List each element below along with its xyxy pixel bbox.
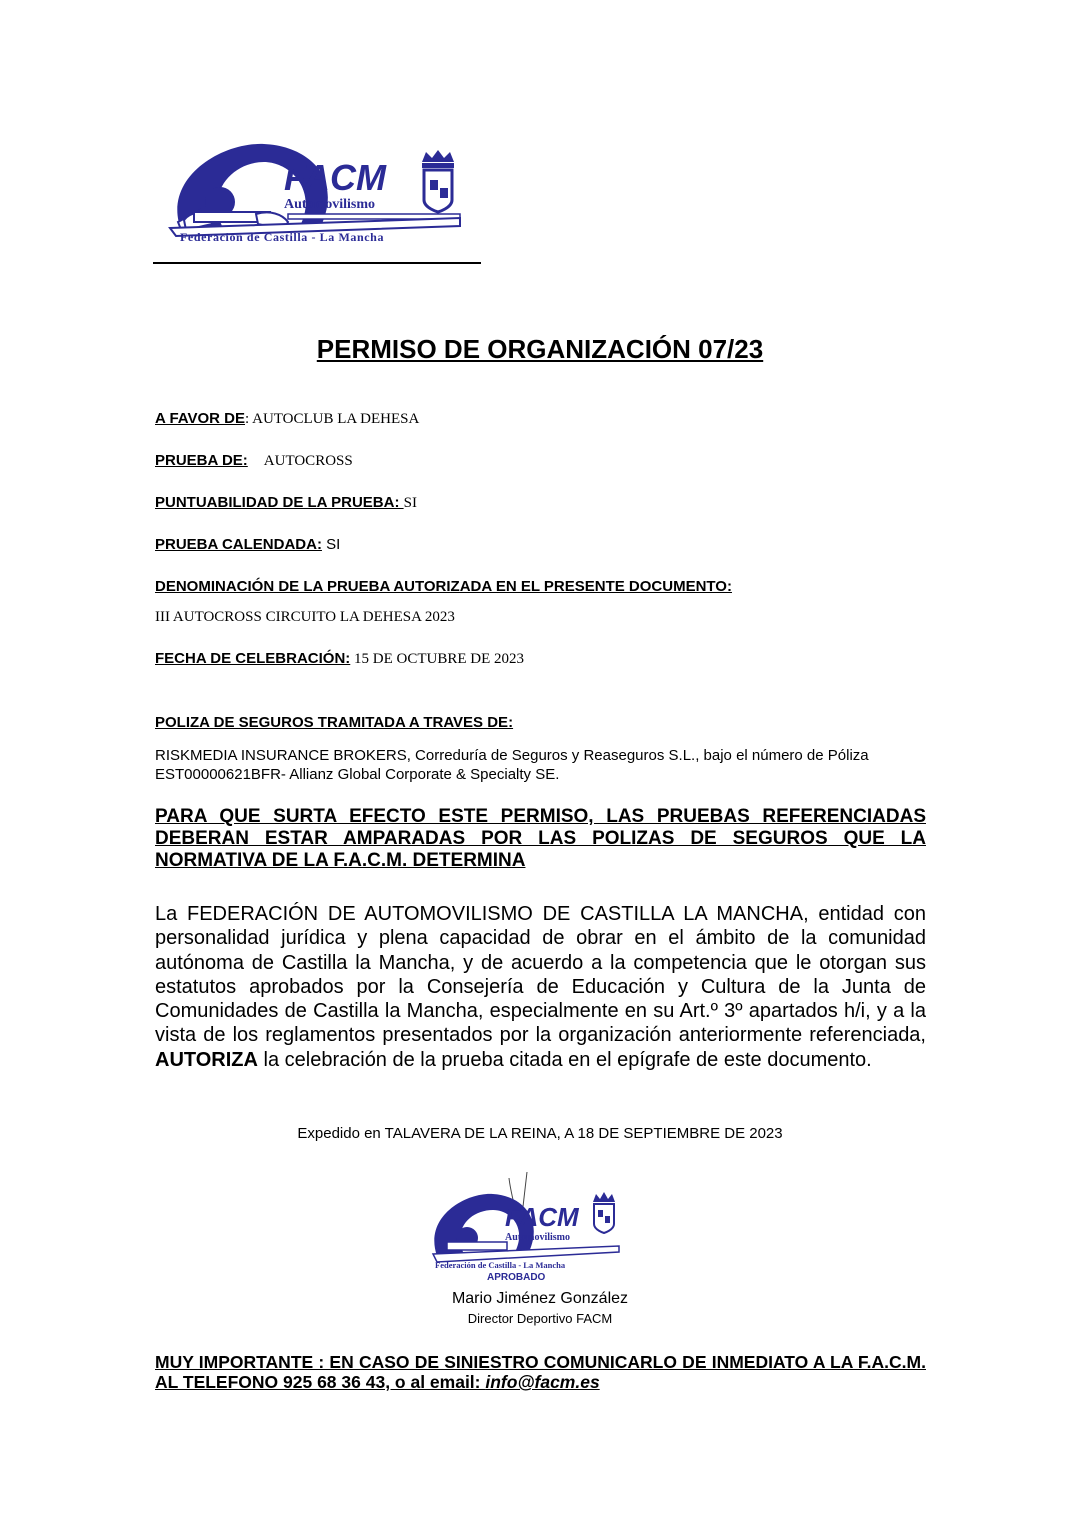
field-fecha [155, 650, 524, 668]
field-label: PRUEBA DE: [155, 452, 248, 469]
important-notice [155, 1352, 926, 1392]
field-value: 15 DE OCTUBRE DE 2023 [350, 651, 525, 667]
authorization-paragraph [155, 902, 926, 1072]
important-text: MUY IMPORTANTE : EN CASO DE SINIESTRO COMUNICARLO DE INMEDIATO A LA F.A.C.M. AL TELEFONO 925 68 36 43, o al email: [155, 1352, 926, 1392]
stamp-aprobado: APROBADO [487, 1272, 546, 1283]
contact-email: info@facm.es [485, 1372, 600, 1392]
field-label: PRUEBA CALENDADA: [155, 536, 322, 553]
insurance-notice: PARA QUE SURTA EFECTO ESTE PERMISO, LAS PRUEBAS REFERENCIADAS DEBERAN ESTAR AMPARADAS POR LAS POLIZAS DE SEGUROS QUE LA NORMATIVA DE LA F.A.C.M. DETERMINA [155, 806, 926, 871]
signature-stamp-logo [427, 1172, 623, 1290]
paragraph-text-2: la celebración de la prueba citada en el epígrafe de este documento. [257, 1048, 872, 1071]
field-puntuabilidad [155, 494, 417, 512]
paragraph-bold: AUTORIZA [155, 1048, 258, 1071]
signer-name: Mario Jiménez González [451, 1290, 629, 1307]
field-denominacion [155, 578, 732, 596]
logo-brand: FACM [284, 157, 386, 198]
facm-logo [160, 140, 470, 250]
field-poliza [155, 714, 513, 732]
paragraph-text-1: La FEDERACIÓN DE AUTOMOVILISMO DE CASTILLA LA MANCHA, entidad con personalidad jurídica y plena capacidad de obrar en el ámbito de la comunidad autónoma de Castilla la Mancha, y de acuerdo a la competencia que le otorgan sus estatutos aprobados por la Consejería de Educación y Cultura de la Junta de Comunidades de Castilla la Mancha, especialmente en su Art.º 3º apartados h/i, y a la vista de los reglamentos presentados por la organización anteriormente referenciada, [155, 903, 926, 1047]
stamp-subtitle: Automovilismo [505, 1232, 570, 1243]
field-prueba-de [155, 452, 353, 470]
document-title: PERMISO DE ORGANIZACIÓN 07/23 [316, 334, 764, 364]
crown-shield-icon [593, 1192, 615, 1233]
crown-shield-icon [422, 150, 454, 212]
field-value: AUTOCROSS [263, 453, 353, 469]
field-prueba-calendada [155, 536, 340, 554]
header-divider [153, 262, 481, 264]
field-label: FECHA DE CELEBRACIÓN: [155, 650, 351, 667]
field-a-favor-de [155, 410, 419, 428]
field-label: A FAVOR DE [155, 410, 246, 427]
stamp-brand: FACM [505, 1202, 579, 1232]
issued-line: Expedido en TALAVERA DE LA REINA, A 18 DE SEPTIEMBRE DE 2023 [297, 1125, 783, 1142]
field-label: PUNTUABILIDAD DE LA PRUEBA: [155, 494, 404, 511]
field-denominacion-value: III AUTOCROSS CIRCUITO LA DEHESA 2023 [155, 609, 455, 625]
field-value: SI [403, 495, 417, 511]
signer-role: Director Deportivo FACM [467, 1311, 613, 1326]
logo-federation: Federación de Castilla - La Mancha [180, 230, 385, 244]
field-label: DENOMINACIÓN DE LA PRUEBA AUTORIZADA EN EL PRESENTE DOCUMENTO: [155, 578, 732, 595]
stamp-federation: Federación de Castilla - La Mancha [435, 1260, 566, 1270]
field-poliza-value: RISKMEDIA INSURANCE BROKERS, Correduría de Seguros y Reaseguros S.L., bajo el número de Póliza EST00000621BFR- Allianz Global Corporate & Specialty SE. [155, 747, 869, 783]
field-label: POLIZA DE SEGUROS TRAMITADA A TRAVES DE: [155, 714, 514, 731]
logo-subtitle: Automovilismo [284, 197, 375, 212]
field-value: SI [321, 536, 341, 553]
field-value: : AUTOCLUB LA DEHESA [245, 411, 420, 427]
